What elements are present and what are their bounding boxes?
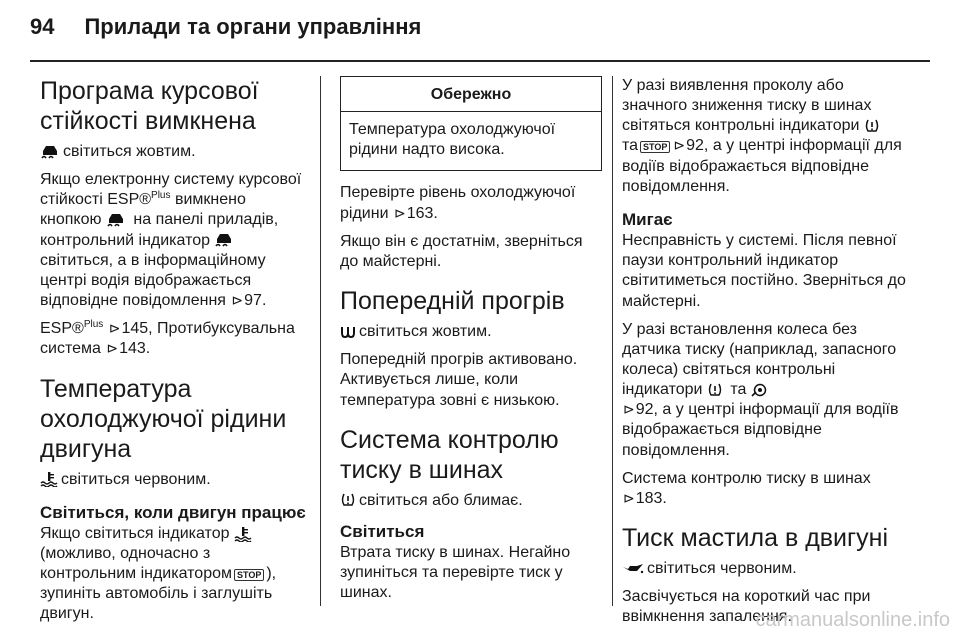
esp-status: світиться жовтим. [40, 142, 310, 162]
check-coolant-paragraph: Перевірте рівень охолоджуючої рідини ⊳163. [340, 184, 576, 222]
flashing-paragraph-2: У разі встановлення колеса без датчика тиску (наприклад, запасного колеса) світяться контрольні індикатори та ⊳92, а у центрі інформації для водіїв відображається відповідне повідомлення. [622, 320, 899, 459]
oil-status: світиться червоним. [622, 559, 907, 579]
coolant-temperature-icon [40, 471, 58, 487]
tire-pressure-icon [707, 382, 723, 398]
stop-indicator-icon: STOP [640, 141, 670, 153]
tire-with-wrench-icon [751, 382, 769, 398]
esp-paragraph-1: Якщо електронну систему курсової стійкості ESP®$^{Plus}$ вимкнено кнопкою на панелі приладів, контрольний індикатор світиться, а в інформаційному центрі водія відображається відповідне повідомлення ⊳97. [40, 171, 302, 310]
page-reference-arrow-icon: ⊳ [673, 137, 686, 154]
column-3 [622, 76, 907, 636]
column-1 [40, 76, 310, 633]
column-divider-2 [612, 76, 613, 606]
tpms-ref-link[interactable]: 183. [635, 489, 667, 507]
stop-indicator-icon: STOP [234, 569, 264, 581]
traction-ref-link[interactable]: 143. [119, 340, 151, 358]
page-reference-arrow-icon: ⊳ [231, 292, 244, 309]
caution-body: Температура охолоджуючої рідини надто висока. [349, 121, 556, 159]
preheat-coil-icon [340, 325, 356, 339]
esp-ref-link[interactable]: 97. [244, 292, 267, 310]
puncture-paragraph: У разі виявлення проколу або значного зниження тиску в шинах світяться контрольні індикатори та STOP ⊳92, а у центрі інформації для водіїв відображається відповідне повідомлення. [622, 77, 902, 195]
header-rule [30, 60, 930, 62]
preheat-heading: Попередній прогрів [340, 287, 565, 316]
caution-box [340, 76, 602, 171]
esp-paragraph-2: ESP®$^{Plus}$ ⊳145, Протибуксувальна система ⊳143. [40, 319, 295, 358]
preheat-paragraph: Попередній прогрів активовано. Активується лише, коли температура зовні є низькою. [340, 351, 578, 409]
skid-car-icon [40, 144, 60, 160]
coolant-temperature-icon [234, 526, 252, 542]
workshop-paragraph: Якщо він є достатнім, зверніться до майстерні. [340, 232, 583, 270]
flashing-paragraph-1: Несправність у системі. Після певної паузи контрольний індикатор світитиметься постійно. Зверніться до майстерні. [622, 232, 906, 310]
skid-car-icon [214, 232, 234, 248]
coolant-ref-link[interactable]: 163. [406, 204, 438, 222]
tire-pressure-icon [864, 118, 880, 134]
skid-car-icon [106, 212, 126, 228]
page-reference-arrow-icon: ⊳ [108, 320, 121, 337]
watermark: carmanualsonline.info [755, 609, 950, 631]
page-reference-arrow-icon: ⊳ [623, 401, 635, 418]
flashing-paragraph-3: Система контролю тиску в шинах ⊳183. [622, 469, 871, 507]
column-2 [340, 76, 602, 611]
lit-heading: Світиться [340, 521, 425, 541]
flashing-heading: Мигає [622, 209, 673, 229]
esp-off-heading: Програма курсової стійкості вимкнена [40, 77, 259, 135]
page-reference-arrow-icon: ⊳ [106, 340, 119, 357]
tpms-status: світиться або блимає. [340, 491, 602, 511]
engine-running-paragraph: Якщо світиться індикатор (можливо, одночасно з контрольним індикатором STOP ), зупиніть автомобіль і заглушіть двигун. [40, 524, 277, 623]
page-reference-arrow-icon: ⊳ [393, 204, 406, 221]
preheat-status: світиться жовтим. [340, 322, 602, 342]
page-reference-arrow-icon: ⊳ [623, 489, 635, 506]
page-header [30, 14, 421, 40]
page-title: Прилади та органи управління [84, 14, 422, 39]
tire-pressure-icon [340, 492, 356, 508]
coolant-status: світиться червоним. [40, 470, 310, 490]
column-divider-1 [320, 76, 321, 606]
engine-running-heading: Світиться, коли двигун працює [40, 502, 306, 522]
oil-paragraph: Засвічується на короткий час при ввімкнення запалення. [622, 588, 871, 626]
oil-can-icon [622, 563, 644, 575]
tpms-heading: Система контролю тиску в шинах [340, 425, 559, 484]
lit-paragraph: Втрата тиску в шинах. Негайно зупиніться та перевірте тиск у шинах. [340, 543, 571, 602]
esp-plus-ref-link[interactable]: 145, Протибуксувальна система [40, 320, 295, 358]
coolant-heading: Температура охолоджуючої рідини двигуна [40, 374, 287, 463]
page-number: 94 [30, 14, 55, 39]
oil-pressure-heading: Тиск мастила в двигуні [622, 524, 889, 553]
caution-title: Обережно [341, 77, 601, 112]
